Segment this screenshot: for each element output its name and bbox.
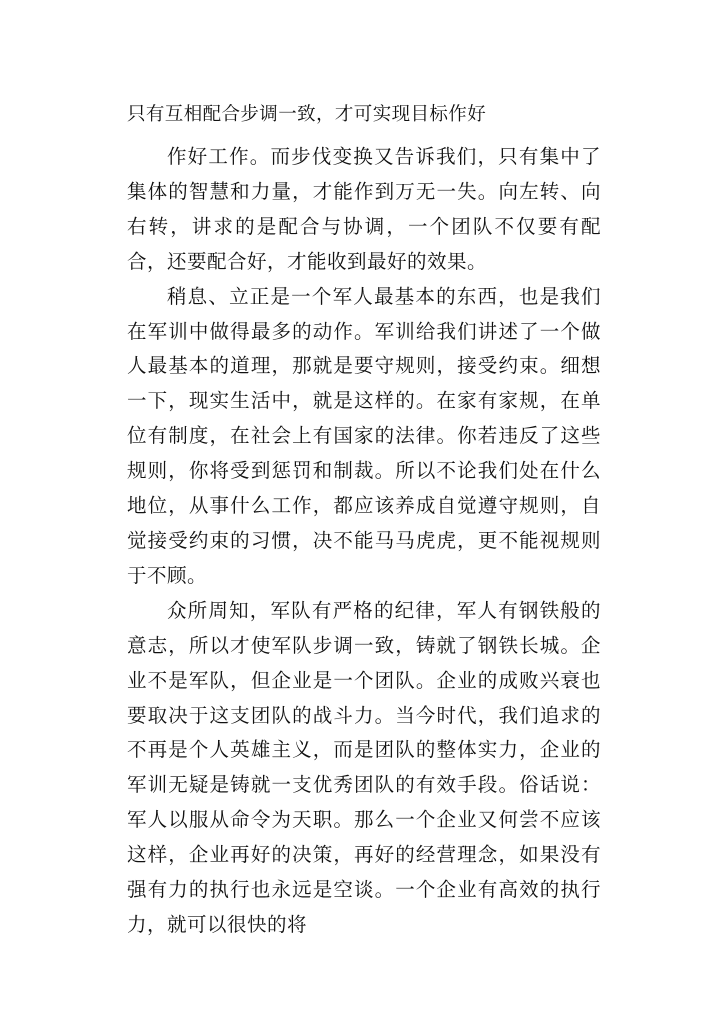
paragraph-rules: 稍息、立正是一个军人最基本的东西，也是我们在军训中做得最多的动作。军训给我们讲述了一个做人最基本的道理，那就是要守规则，接受约束。细想一下，现实生活中，就是这样的。在家有家规，在单位有制度，在社会上有国家的法律。你若违反了这些规则，你将受到惩罚和制裁。所以不论我们处在什么地位，从事什么工作，都应该养成自觉遵守规则，自觉接受约束的习惯，决不能马马虎虎，更不能视规则于不顾。 [127,284,601,587]
heading-line: 只有互相配合步调一致，才可实现目标作好 [127,104,487,125]
body-text [127,140,601,943]
paragraph-teamwork: 作好工作。而步伐变换又告诉我们，只有集中了集体的智慧和力量，才能作到万无一失。向左转、向右转，讲求的是配合与协调，一个团队不仅要有配合，还要配合好，才能收到最好的效果。 [127,145,601,273]
paragraph-enterprise: 众所周知，军队有严格的纪律，军人有钢铁般的意志，所以才使军队步调一致，铸就了钢铁长城。企业不是军队，但企业是一个团队。企业的成败兴衰也要取决于这支团队的战斗力。当今时代，我们追求的不再是个人英雄主义，而是团队的整体实力，企业的军训无疑是铸就一支优秀团队的有效手段。俗话说：军人以服从命令为天职。那么一个企业又何尝不应该这样，企业再好的决策，再好的经营理念，如果没有强有力的执行也永远是空谈。一个企业有高效的执行力，就可以很快的将 [127,598,601,936]
